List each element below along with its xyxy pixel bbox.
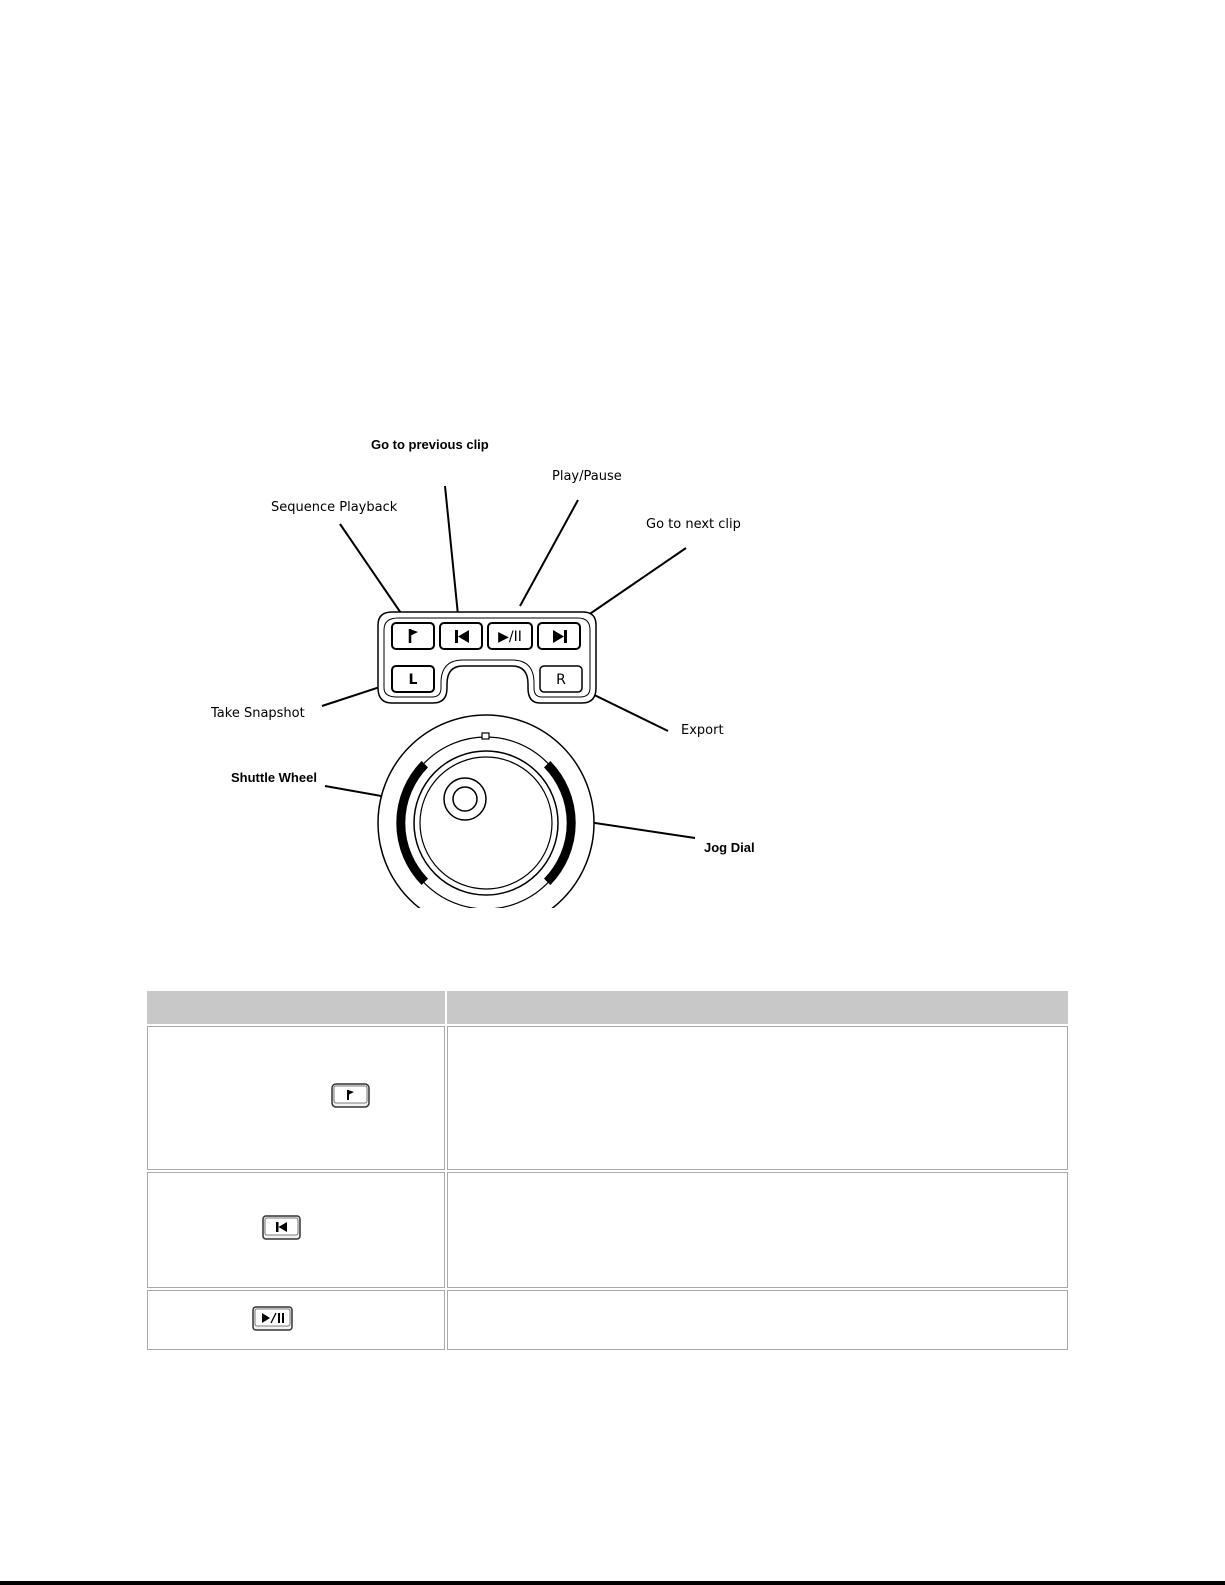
leader-play-pause	[520, 500, 578, 606]
table-header-control	[147, 991, 445, 1024]
table-cell-icon	[147, 1290, 445, 1350]
table-header-row	[147, 991, 1068, 1024]
table-cell-description	[447, 1172, 1068, 1288]
previous-clip-button[interactable]	[440, 623, 482, 649]
shuttle-assembly	[378, 715, 594, 931]
next-clip-button[interactable]	[538, 623, 580, 649]
table-cell-description	[447, 1290, 1068, 1350]
leader-previous-clip	[445, 486, 458, 615]
previous-clip-icon	[262, 1215, 302, 1241]
label-play-pause: Play/Pause	[552, 469, 622, 484]
table-cell-icon	[147, 1172, 445, 1288]
label-take-snapshot: Take Snapshot	[211, 706, 305, 721]
label-jog-dial: Jog Dial	[704, 840, 755, 855]
bottom-rule	[0, 1581, 1225, 1585]
controls-table	[145, 989, 1070, 1352]
shuttle-indicator	[482, 733, 489, 739]
r-button[interactable]	[540, 666, 582, 692]
play-pause-icon	[252, 1306, 294, 1332]
flag-icon	[331, 1083, 371, 1109]
l-key-label: L	[408, 672, 418, 688]
table-row	[147, 1290, 1068, 1350]
table-cell-description	[447, 1026, 1068, 1170]
jog-finger-rest	[444, 778, 486, 820]
sequence-playback-button[interactable]	[392, 623, 434, 649]
label-previous-clip: Go to previous clip	[371, 437, 489, 452]
table-row	[147, 1026, 1068, 1170]
label-sequence-playback: Sequence Playback	[271, 500, 398, 515]
table-cell-icon	[147, 1026, 445, 1170]
jog-dial[interactable]	[414, 751, 558, 895]
l-button[interactable]	[392, 666, 434, 692]
table-header-description	[447, 991, 1068, 1024]
label-next-clip: Go to next clip	[646, 517, 741, 532]
label-shuttle-wheel: Shuttle Wheel	[231, 770, 317, 785]
table-row	[147, 1172, 1068, 1288]
r-key-label: R	[556, 672, 566, 688]
leader-sequence-playback	[340, 524, 405, 619]
leader-next-clip	[578, 548, 686, 622]
play-pause-button[interactable]	[488, 623, 532, 649]
label-export: Export	[681, 723, 724, 738]
play-pause-icon: ▶/II	[498, 629, 522, 645]
